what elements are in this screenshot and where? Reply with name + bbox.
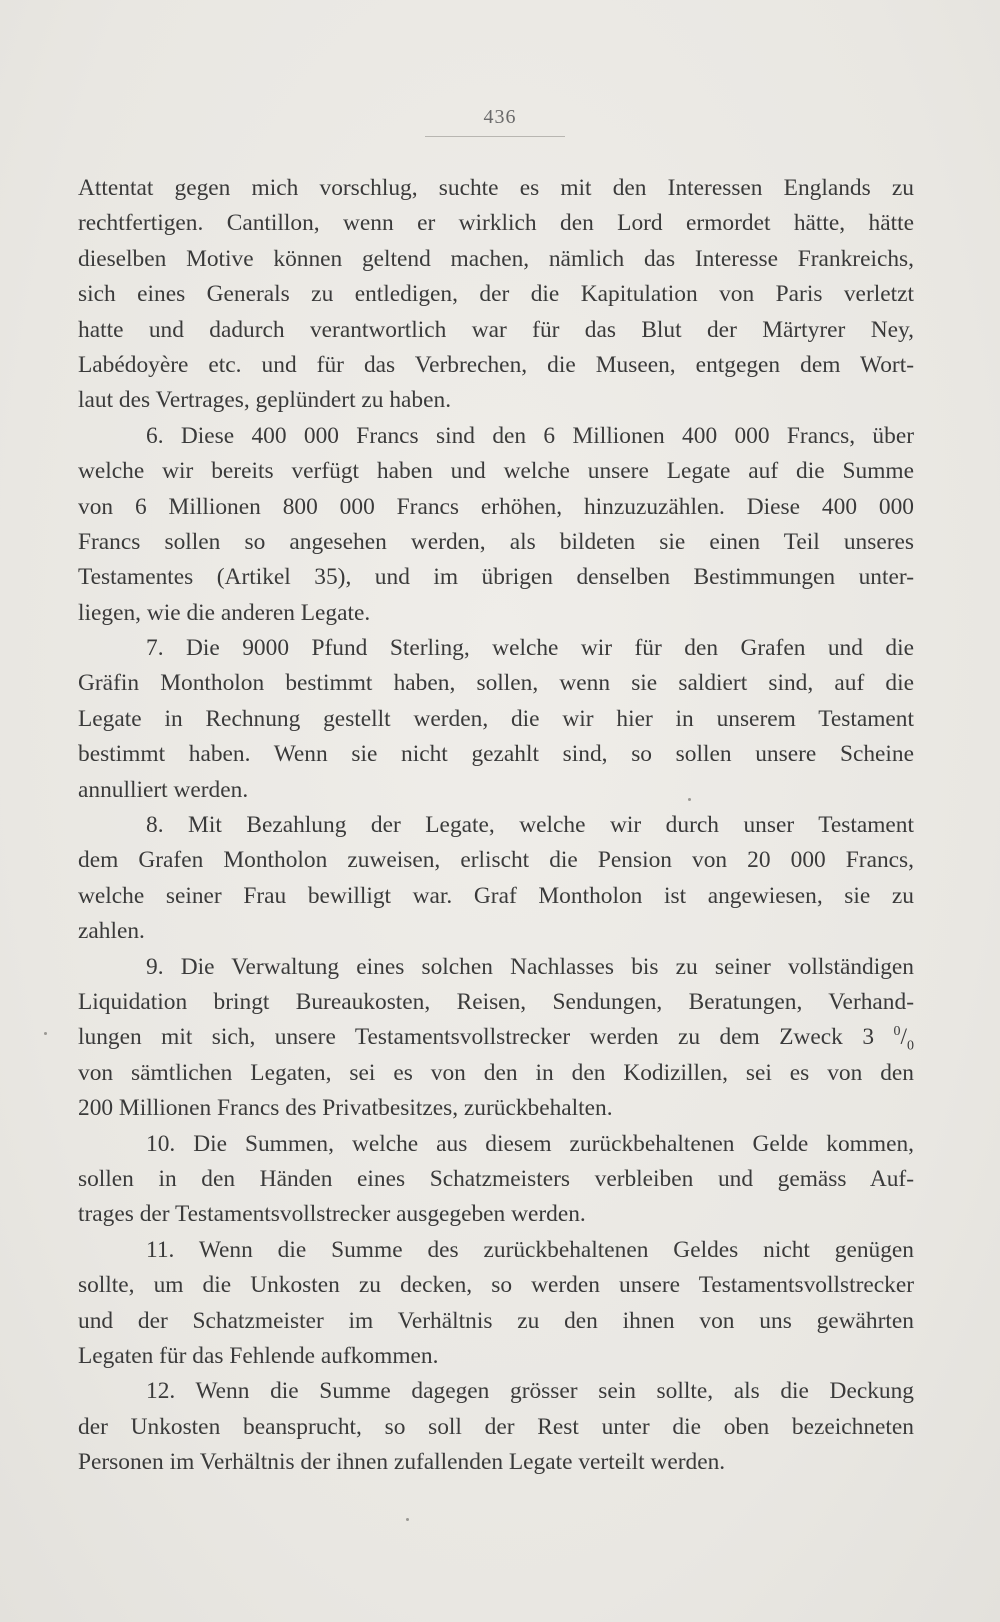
text-line: Legate in Rechnung gestellt werden, die wir hier in unserem Testament	[78, 705, 914, 732]
text-line: Legaten für das Fehlende aufkommen.	[78, 1342, 439, 1369]
text-line: von sämtlichen Legaten, sei es von den in den Kodizillen, sei es von den	[78, 1059, 914, 1086]
text-line: trages der Testamentsvollstrecker ausgegeben werden.	[78, 1201, 586, 1228]
text-line: 12. Wenn die Summe dagegen grösser sein sollte, als die Deckung	[146, 1378, 914, 1405]
text-line: laut des Vertrages, geplündert zu haben.	[78, 387, 452, 414]
paragraph-item-8	[78, 808, 914, 950]
text-line: rechtfertigen. Cantillon, wenn er wirklich den Lord ermordet hätte, hätte	[78, 210, 914, 237]
text-line: sollte, um die Unkosten zu decken, so werden unsere Testamentsvollstrecker	[78, 1272, 914, 1299]
text-line: 200 Millionen Francs des Privatbesitzes, zurückbehalten.	[78, 1095, 613, 1122]
text-line: dem Grafen Montholon zuweisen, erlischt die Pension von 20 000 Francs,	[78, 847, 914, 874]
text-line: Testamentes (Artikel 35), und im übrigen denselben Bestimmungen unter-	[78, 564, 914, 591]
percent-line-text: lungen mit sich, unsere Testamentsvollstrecker werden zu dem Zweck 3	[78, 1024, 894, 1051]
text-line: 6. Diese 400 000 Francs sind den 6 Millionen 400 000 Francs, über	[146, 422, 914, 449]
text-line: bestimmt haben. Wenn sie nicht gezahlt sind, so sollen unsere Scheine	[78, 741, 914, 768]
text-line: dieselben Motive können geltend machen, nämlich das Interesse Frankreichs,	[78, 245, 914, 272]
paragraph-item-6	[78, 419, 914, 631]
text-line: annulliert werden.	[78, 776, 249, 803]
paper-speck	[406, 1518, 409, 1521]
percent-slash: /	[900, 1024, 907, 1051]
body-text	[78, 171, 914, 1480]
paragraph-item-7	[78, 631, 914, 808]
text-line: zahlen.	[78, 918, 145, 945]
paragraph-continuation	[78, 171, 914, 419]
paper-speck	[44, 1032, 47, 1035]
page-number: 436	[483, 106, 517, 128]
text-line: von 6 Millionen 800 000 Francs erhöhen, hinzuzuzählen. Diese 400 000	[78, 493, 914, 520]
text-line: Francs sollen so angesehen werden, als bildeten sie einen Teil unseres	[78, 528, 914, 555]
text-line: 11. Wenn die Summe des zurückbehaltenen Geldes nicht genügen	[146, 1236, 914, 1263]
text-line: 8. Mit Bezahlung der Legate, welche wir durch unser Testament	[146, 812, 914, 839]
paragraph-item-11	[78, 1233, 914, 1375]
text-line: Gräfin Montholon bestimmt haben, sollen, wenn sie saldiert sind, auf die	[78, 670, 914, 697]
paragraph-item-10	[78, 1127, 914, 1233]
text-line: welche seiner Frau bewilligt war. Graf Montholon ist angewiesen, sie zu	[78, 882, 914, 909]
text-line: 10. Die Summen, welche aus diesem zurückbehaltenen Gelde kommen,	[146, 1130, 914, 1157]
text-line: Attentat gegen mich vorschlug, suchte es mit den Interessen Englands zu	[78, 175, 914, 201]
text-line: welche wir bereits verfügt haben und welche unsere Legate auf die Summe	[78, 458, 914, 485]
percent-superscript: 0	[893, 1024, 901, 1040]
percent-subscript: 0	[907, 1039, 914, 1055]
paragraph-item-9	[78, 950, 914, 1127]
text-line: liegen, wie die anderen Legate.	[78, 599, 371, 626]
text-line: und der Schatzmeister im Verhältnis zu den ihnen von uns gewährten	[78, 1307, 914, 1334]
text-line: der Unkosten beansprucht, so soll der Rest unter die oben bezeichneten	[78, 1413, 914, 1440]
text-line: Liquidation bringt Bureaukosten, Reisen, Sendungen, Beratungen, Verhand-	[78, 988, 914, 1015]
text-line: sollen in den Händen eines Schatzmeisters verbleiben und gemäss Auf-	[78, 1165, 914, 1192]
text-line: Labédoyère etc. und für das Verbrechen, die Museen, entgegen dem Wort-	[78, 351, 914, 378]
text-line: 9. Die Verwaltung eines solchen Nachlasses bis zu seiner vollständigen	[146, 953, 914, 980]
text-line: 7. Die 9000 Pfund Sterling, welche wir für den Grafen und die	[146, 635, 914, 662]
header-rule	[425, 136, 565, 137]
paragraph-item-12	[78, 1374, 914, 1480]
text-line: Personen im Verhältnis der ihnen zufallenden Legate verteilt werden.	[78, 1449, 726, 1476]
text-line-percent	[78, 1020, 914, 1055]
text-line: sich eines Generals zu entledigen, der die Kapitulation von Paris verletzt	[78, 281, 914, 308]
text-line: hatte und dadurch verantwortlich war für das Blut der Märtyrer Ney,	[78, 316, 914, 343]
paper-speck	[688, 798, 691, 801]
